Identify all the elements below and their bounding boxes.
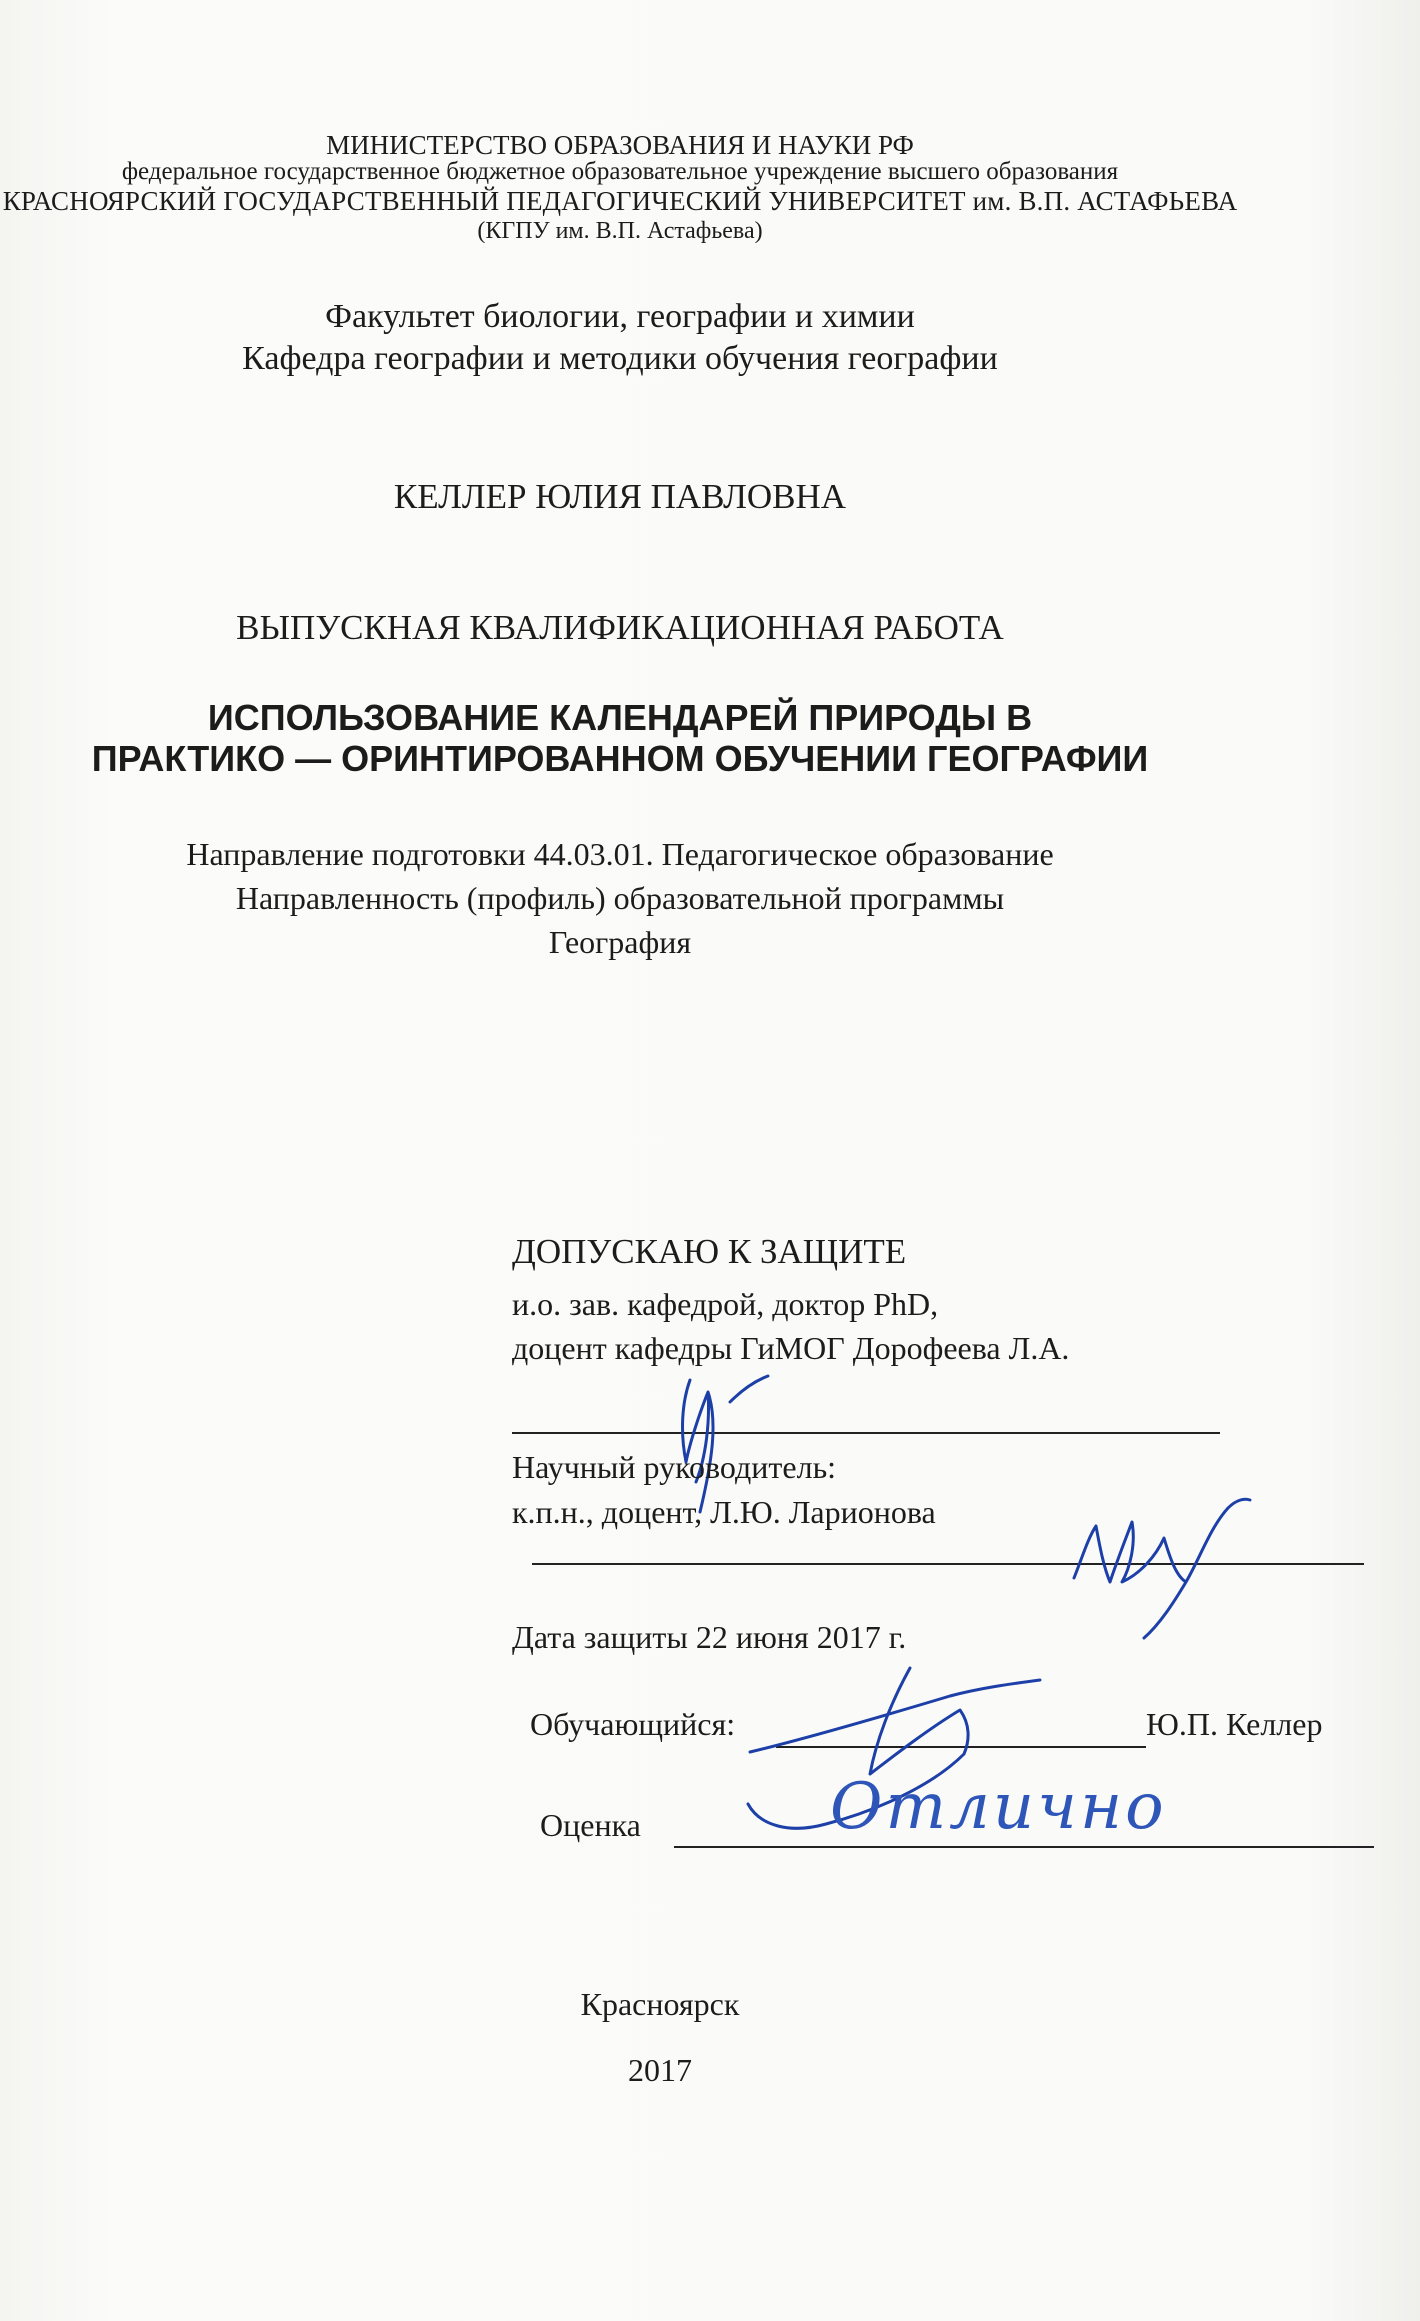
head-name: доцент кафедры ГиМОГ Дорофеева Л.А. (512, 1330, 1070, 1366)
head-position: и.о. зав. кафедрой, доктор PhD, (512, 1286, 939, 1322)
year: 2017 (628, 2052, 692, 2088)
admit-to-defense: ДОПУСКАЮ К ЗАЩИТЕ (512, 1232, 907, 1271)
university-name: КРАСНОЯРСКИЙ ГОСУДАРСТВЕННЫЙ ПЕДАГОГИЧЕСКИЙ УНИВЕРСИТЕТ им. В.П. АСТАФЬЕВА (2, 186, 1238, 216)
head-signature-line (512, 1432, 1220, 1434)
department: Кафедра географии и методики обучения географии (242, 340, 998, 377)
city: Красноярск (580, 1986, 740, 2022)
work-title-line-2: ПРАКТИКО — ОРИНТИРОВАННОМ ОБУЧЕНИИ ГЕОГРАФИИ (91, 738, 1149, 779)
supervisor-name: к.п.н., доцент, Л.Ю. Ларионова (512, 1494, 936, 1530)
handwritten-grade: Отлично (830, 1770, 1167, 1844)
institution-type: федеральное государственное бюджетное образовательное учреждение высшего образования (121, 158, 1119, 185)
program-profile: Направленность (профиль) образовательной программы (235, 880, 1005, 916)
ministry-header: МИНИСТЕРСТВО ОБРАЗОВАНИЯ И НАУКИ РФ (326, 130, 914, 160)
training-direction: Направление подготовки 44.03.01. Педагогическое образование (186, 836, 1054, 872)
work-title-line-1: ИСПОЛЬЗОВАНИЕ КАЛЕНДАРЕЙ ПРИРОДЫ В (207, 697, 1033, 738)
supervisor-label: Научный руководитель: (512, 1449, 837, 1485)
work-type: ВЫПУСКНАЯ КВАЛИФИКАЦИОННАЯ РАБОТА (236, 608, 1004, 647)
defense-date: Дата защиты 22 июня 2017 г. (512, 1619, 907, 1655)
university-abbr: (КГПУ им. В.П. Астафьева) (477, 218, 763, 244)
student-label: Обучающийся: (530, 1706, 736, 1742)
author-name: КЕЛЛЕР ЮЛИЯ ПАВЛОВНА (393, 477, 847, 516)
student-name: Ю.П. Келлер (1146, 1706, 1323, 1742)
faculty: Факультет биологии, географии и химии (325, 298, 915, 335)
program-name: География (548, 924, 692, 960)
supervisor-signature (1060, 1478, 1260, 1648)
grade-label: Оценка (540, 1807, 641, 1843)
grade-line (674, 1846, 1374, 1848)
